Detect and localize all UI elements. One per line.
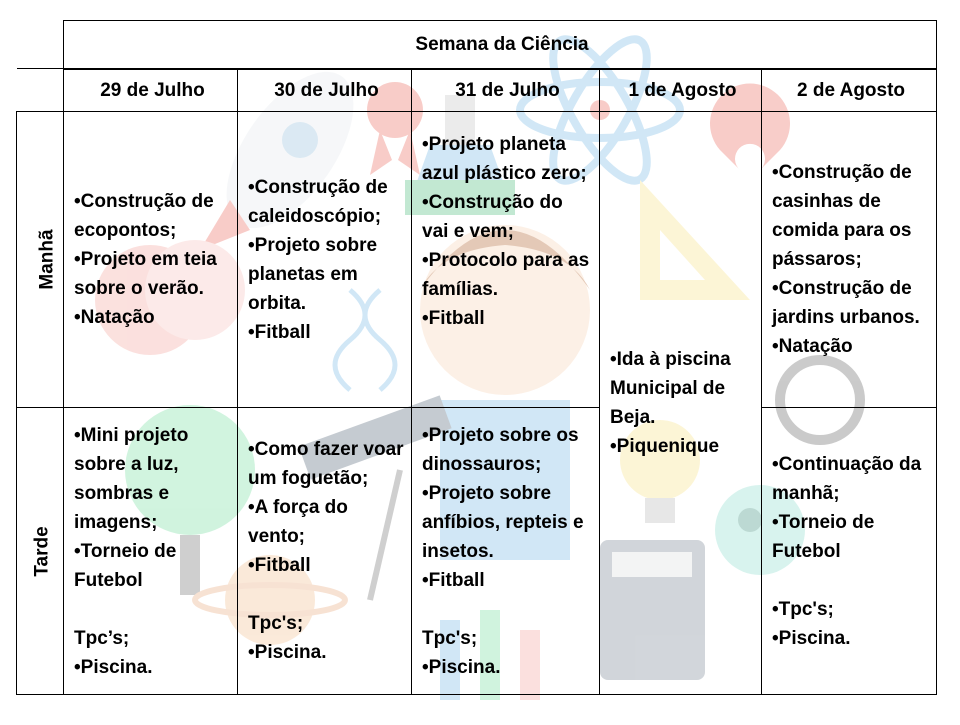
- activity-item: •A força do vento;: [248, 497, 354, 547]
- activity-item: •Piquenique: [610, 436, 720, 457]
- activity-item: [422, 595, 593, 624]
- activity-item: •Construção de ecopontos;: [74, 191, 219, 241]
- activity-item: •Projeto em teia sobre o verão.: [74, 249, 223, 299]
- schedule-cell: [238, 112, 412, 408]
- activity-item: •Mini projeto sobre a luz, sombras e imagens;: [74, 424, 194, 533]
- activity-item: •Piscina.: [772, 627, 851, 649]
- schedule-cell: [64, 112, 238, 408]
- day-header: 1 de Agosto: [600, 69, 762, 112]
- activity-item: Tpc's;: [422, 627, 478, 649]
- morning-row: [17, 112, 937, 408]
- activity-item: •Torneio de Futebol: [772, 511, 880, 562]
- activity-item: [248, 580, 405, 609]
- activity-item: •Natação: [772, 336, 853, 357]
- activity-item: [74, 595, 231, 624]
- schedule-cell: [238, 408, 412, 695]
- activity-item: •Torneio de Futebol: [74, 540, 182, 591]
- period-label-afternoon: [17, 408, 64, 695]
- activity-item: •Projeto sobre planetas em orbita.: [248, 234, 383, 314]
- activity-item: •Natação: [74, 307, 155, 328]
- schedule-cell: [412, 408, 600, 695]
- activity-item: [772, 566, 930, 595]
- day-header: 2 de Agosto: [762, 69, 937, 112]
- day-header: 31 de Julho: [412, 69, 600, 112]
- activity-item: •Projeto sobre os dinossauros;: [422, 424, 584, 475]
- activity-item: •Projeto planeta azul plástico zero;: [422, 134, 587, 184]
- schedule-cell: [762, 112, 937, 408]
- afternoon-row: [17, 408, 937, 695]
- activity-item: •Projeto sobre anfíbios, repteis e insetos.: [422, 482, 589, 562]
- table-title: Semana da Ciência: [64, 21, 937, 69]
- activity-item: •Construção do vai e vem;: [422, 192, 568, 242]
- period-label-morning: [17, 112, 64, 408]
- activity-item: •Fitball: [422, 569, 485, 591]
- activity-item: •Piscina.: [74, 656, 153, 678]
- corner-cell-2: [17, 69, 64, 112]
- schedule-cell: [600, 112, 762, 695]
- activity-item: Tpc's;: [248, 613, 304, 634]
- activity-item: Tpc’s;: [74, 627, 130, 649]
- activity-item: •Continuação da manhã;: [772, 453, 927, 504]
- activity-item: •Ida à piscina Municipal de Beja.: [610, 349, 736, 428]
- period-label-text: Tarde: [31, 525, 53, 577]
- schedule-cell: [762, 408, 937, 695]
- days-header-row: [17, 69, 937, 112]
- activity-item: •Como fazer voar um foguetão;: [248, 439, 409, 489]
- corner-cell: [17, 21, 64, 69]
- activity-item: •Tpc's;: [772, 598, 834, 620]
- period-label-text: Manhã: [36, 229, 58, 290]
- activity-item: •Fitball: [248, 555, 311, 576]
- activity-item: •Piscina.: [248, 642, 327, 663]
- activity-item: •Fitball: [248, 321, 311, 343]
- schedule-cell: [412, 112, 600, 408]
- day-header: 30 de Julho: [238, 69, 412, 112]
- activity-item: •Protocolo para as famílias.: [422, 250, 595, 300]
- day-header: 29 de Julho: [64, 69, 238, 112]
- activity-item: •Construção de caleidoscópio;: [248, 176, 393, 227]
- schedule-table: [16, 20, 937, 695]
- activity-item: •Construção de casinhas de comida para os pássaros;: [772, 162, 917, 270]
- activity-item: •Fitball: [422, 308, 485, 329]
- title-row: [17, 21, 937, 69]
- activity-item: •Construção de jardins urbanos.: [772, 278, 920, 328]
- activity-item: •Piscina.: [422, 656, 501, 678]
- schedule-cell: [64, 408, 238, 695]
